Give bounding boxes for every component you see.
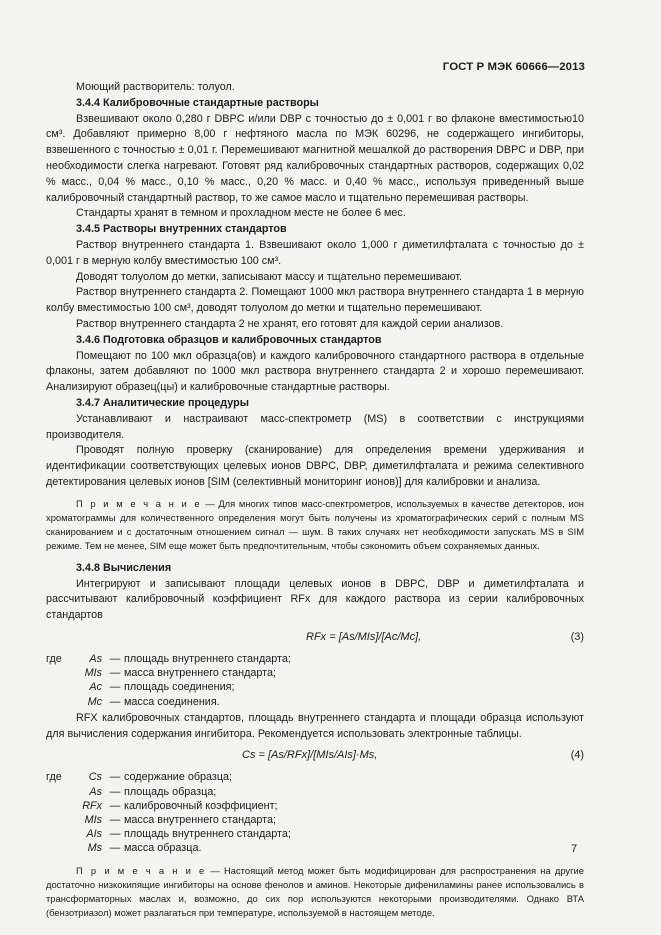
paragraph: Проводят полную проверку (сканирование) для определения времени удерживания и идентификации соответствующих целевых ионов DBPC, DBP, диметилфталата и режима селективного детектирования целевых ионов [SIM (селективный мониторинг ионов)] для калибровки и анализа.: [46, 444, 584, 488]
formula-4: [46, 745, 584, 767]
definition-dash: —: [109, 799, 121, 812]
definition-dash: —: [109, 695, 121, 708]
formula-4-definitions: [46, 770, 584, 855]
paragraph: Доводят толуолом до метки, записывают массу и тщательно перемешивают.: [76, 270, 462, 283]
definition-text: калибровочный коэффициент;: [124, 799, 278, 812]
definition-text: масса внутреннего стандарта;: [124, 813, 277, 826]
document-body: [46, 80, 584, 920]
definition-symbol: Ms: [87, 842, 102, 855]
note-label: П р и м е ч а н и е: [76, 864, 207, 876]
section-heading-3-4-7: 3.4.7 Аналитические процедуры: [76, 396, 249, 409]
formula-3-expression: RFx = [As/MIs]/[Ac/Mc],: [306, 630, 422, 643]
formula-4-expression: Cs = [As/RFx]/[MIs/AIs]·Ms,: [242, 749, 378, 762]
definition-row: [46, 841, 584, 855]
definition-text: масса внутреннего стандарта;: [124, 667, 277, 680]
definition-row: [46, 680, 584, 694]
paragraph: Стандарты хранят в темном и прохладном месте не более 6 мес.: [76, 207, 406, 220]
paragraph: Интегрируют и записывают площади целевых ионов в DBPC, DBP и диметилфталата и рассчитывают калибровочный коэффициент RFx для каждого раствора из серии калибровочных стандартов: [46, 577, 584, 622]
definition-dash: —: [109, 652, 121, 665]
definition-text: масса соединения.: [124, 695, 220, 708]
definition-text: площадь внутреннего стандарта;: [124, 652, 291, 665]
formula-3-definitions: [46, 652, 584, 709]
where-word: где: [46, 652, 62, 665]
definition-row: [46, 666, 584, 680]
formula-3: [46, 627, 584, 649]
definition-text: масса образца.: [124, 842, 202, 855]
definition-row: [46, 799, 584, 813]
definition-dash: —: [109, 681, 121, 694]
paragraph: Помещают по 100 мкл образца(ов) и каждого калибровочного стандартного раствора в отдельные флаконы, затем добавляют по 1000 мкл раствора внутреннего стандарта 2 и хорошо перемешивают. Анализируют образец(цы) и калибровочные стандартные растворы.: [46, 349, 584, 394]
section-heading-3-4-6: 3.4.6 Подготовка образцов и калибровочных стандартов: [76, 333, 382, 346]
definition-dash: —: [109, 771, 121, 784]
paragraph: Раствор внутреннего стандарта 2. Помещают 1000 мкл раствора внутреннего стандарта 1 в мерную колбу вместимостью 100 см³, доводят толуолом до метки и тщательно перемешивают.: [46, 286, 584, 315]
definition-text: содержание образца;: [124, 771, 233, 784]
definition-row: [46, 785, 584, 799]
definition-symbol: MIs: [84, 667, 102, 680]
paragraph: RFX калибровочных стандартов, площадь внутреннего стандарта и площади образца используют для вычисления содержания ингибитора. Рекомендуется использовать электронные таблицы.: [46, 711, 584, 740]
paragraph: Взвешивают около 0,280 г DBPC и/или DBP с точностью до ± 0,001 г во флаконе вместимостью10 см³. Добавляют примерно 8,00 г нефтяного масла по МЭК 60296, не содержащего ингибиторы, взвешенного с точностью ± 0,01 г. Перемешивают магнитной мешалкой до растворения DBPC и DBP, при необходимости слегка нагревают. Готовят ряд калибровочных стандартных растворов, содержащих 0,02 % масс., 0,04 % масс., 0,10 % масс., 0,20 % масс. и 0,40 % масс., используя приведенный выше калибровочный стандартный раствор, то же самое масло и тщательно перемешивая растворы.: [46, 112, 584, 204]
definition-text: площадь образца;: [124, 785, 217, 798]
definition-dash: —: [109, 842, 121, 855]
definition-symbol: Cs: [88, 771, 102, 784]
definition-dash: —: [109, 813, 121, 826]
where-word: где: [46, 771, 62, 784]
definition-row: [46, 813, 584, 827]
definition-text: площадь внутреннего стандарта;: [124, 828, 291, 841]
standard-header: ГОСТ Р МЭК 60666—2013: [442, 61, 585, 73]
definition-row: [46, 652, 584, 666]
note-text: — Для многих типов масс-спектрометров, используемых в качестве детекторов, ион хроматограммы для количественного определения могут быть получены из хроматографических серий с полным MS сканированием и с достаточным отношением сигнал — шум. В таких случаях нет необходимости запускать MS в SIM режиме. Тем не менее, SIM еще может быть предпочтительным, чтобы сэкономить объем сохраняемых данных.: [46, 497, 584, 551]
paragraph: Раствор внутреннего стандарта 1. Взвешивают около 1,000 г диметилфталата с точностью до ± 0,001 г в мерную колбу вместимостью 100 см³.: [46, 238, 584, 267]
definition-symbol: Mc: [87, 695, 102, 708]
paragraph: Моющий растворитель: толуол.: [76, 81, 235, 93]
definition-dash: —: [109, 785, 121, 798]
note-text: — Настоящий метод может быть модифицирован для распространения на другие достаточно низкокипящие ингибиторы на основе фенолов и аминов. Некоторые дифениламины ранее использовались в трансформаторных маслах и, возможно, до сих пор используются некоторыми производителями. Однако ВТА (бензотриазол) может разлагаться при температуре, используемой в настоящем методе.: [46, 864, 584, 918]
definition-symbol: As: [89, 652, 102, 665]
definition-row: [46, 695, 584, 709]
section-heading-3-4-4: 3.4.4 Калибровочные стандартные растворы: [76, 96, 319, 109]
definition-symbol: As: [89, 785, 102, 798]
note-2: [46, 864, 584, 920]
definition-symbol: Ac: [89, 681, 102, 694]
formula-4-number: (4): [570, 749, 584, 762]
definition-symbol: MIs: [84, 813, 102, 826]
note-label: П р и м е ч а н и е: [76, 497, 202, 509]
note-1: [46, 497, 584, 553]
formula-3-number: (3): [570, 630, 584, 643]
definition-text: площадь соединения;: [124, 681, 235, 694]
page-number: 7: [571, 843, 578, 855]
paragraph: Раствор внутреннего стандарта 2 не хранят, его готовят для каждой серии анализов.: [76, 317, 504, 330]
definition-symbol: AIs: [86, 828, 102, 841]
section-heading-3-4-8: 3.4.8 Вычисления: [76, 561, 172, 574]
definition-row: [46, 770, 584, 784]
definition-dash: —: [109, 667, 121, 680]
section-heading-3-4-5: 3.4.5 Растворы внутренних стандартов: [76, 223, 287, 236]
definition-symbol: RFx: [82, 799, 102, 812]
definition-row: [46, 827, 584, 841]
definition-dash: —: [109, 828, 121, 841]
paragraph: Устанавливают и настраивают масс-спектрометр (MS) в соответствии с инструкциями производителя.: [46, 412, 584, 441]
